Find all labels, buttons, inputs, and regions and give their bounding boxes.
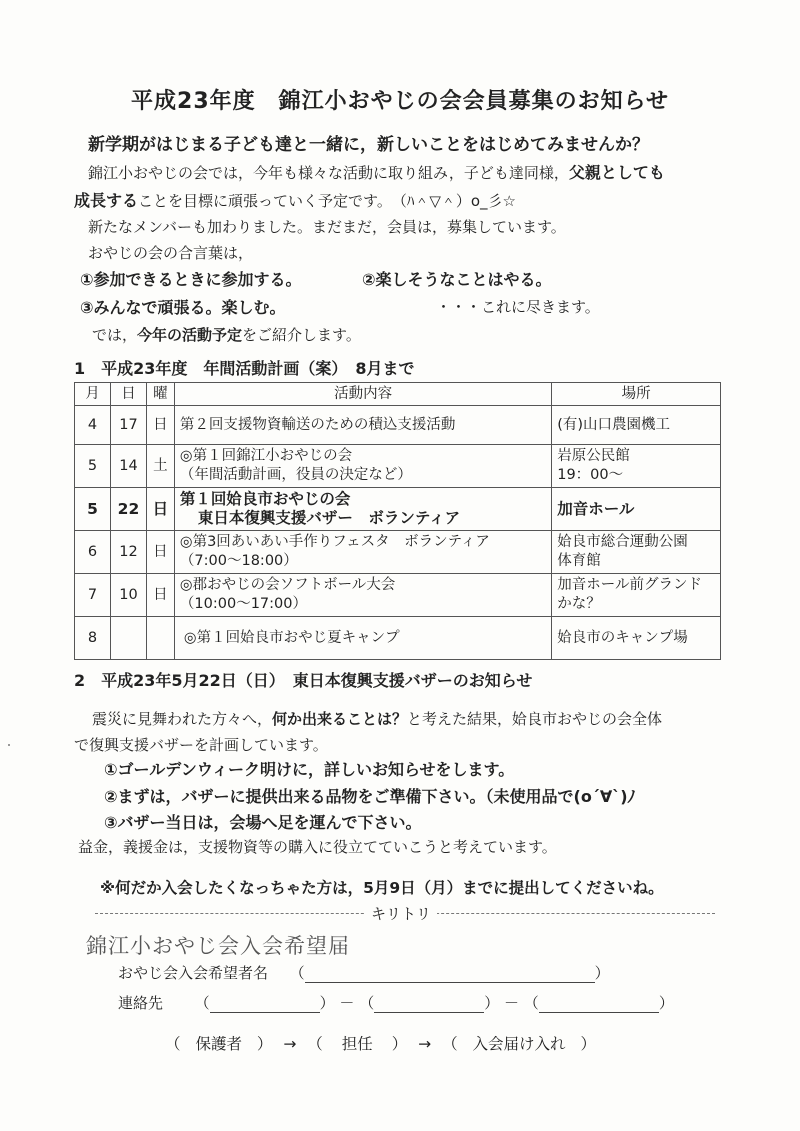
intro-line-1-text: 錦江小おやじの会では，今年も様々な活動に取り組み，子ども達同様， (88, 164, 569, 182)
intro-line-2 (74, 188, 516, 211)
cell-month: 6 (75, 531, 111, 574)
paren-open: （ (307, 1035, 323, 1053)
cell-day: 17 (110, 406, 146, 445)
cell-place (552, 445, 721, 488)
table-row (75, 531, 721, 574)
phone-part-3-field[interactable] (539, 996, 659, 1013)
cell-activity (174, 617, 551, 660)
activity-subtext: （年間活動計画，役員の決定など） (179, 467, 412, 483)
scan-speck (8, 744, 10, 746)
place-text: 岩原公民館 (557, 448, 630, 464)
arrow-right-icon: → (418, 1035, 432, 1053)
cell-month: 5 (75, 445, 111, 488)
cell-month: 5 (75, 488, 111, 531)
table-row (75, 617, 721, 660)
intro-line-1 (88, 160, 665, 183)
cell-day: 10 (110, 574, 146, 617)
place-text: 加音ホール (557, 499, 635, 518)
arrow-right-icon: → (283, 1035, 297, 1053)
activity-text: 第２回支援物資輸送のための積込支援活動 (179, 416, 456, 433)
bazaar-item-2: ②まずは，バザーに提供出来る品物をご準備下さい。（未使用品で(o´∀`)ﾉ (104, 787, 636, 806)
place-subtext: 19：00～ (557, 467, 624, 483)
cell-place (552, 488, 721, 531)
bazaar-paragraph-2: で復興支援バザーを計画しています。 (74, 736, 328, 754)
intro-line-4: おやじの会の合言葉は， (88, 244, 254, 262)
intro-line-1-bold: 父親としても (568, 163, 665, 182)
paren-close: ） (391, 1035, 408, 1053)
deadline-note: ※何だか入会したくなっちゃた方は，5月9日（月）までに提出してくださいね。 (100, 879, 664, 897)
paren-close: ） (594, 964, 610, 982)
table-row (75, 445, 721, 488)
intro-line-5-pre: では， (92, 326, 138, 344)
cell-activity (174, 531, 551, 574)
paren-close: ） (319, 994, 335, 1012)
activity-text: 第１回姶良市おやじの会 (179, 490, 351, 508)
place-text: 姶良市のキャンプ場 (557, 629, 688, 646)
activity-plan-table (74, 382, 721, 660)
lead-question: 新学期がはじまる子ども達と一緒に，新しいことをはじめてみませんか？ (88, 135, 649, 155)
activity-subtext: 東日本復興支援バザー ボランティア (197, 509, 461, 527)
paren-close: ） (580, 1035, 597, 1053)
col-place: 場所 (552, 383, 721, 406)
place-subtext: 体育館 (557, 553, 601, 569)
col-activity: 活動内容 (174, 383, 551, 406)
cell-place (552, 617, 721, 660)
phone-part-1-field[interactable] (210, 996, 320, 1013)
cell-day: 14 (110, 445, 146, 488)
paren-close: ） (658, 994, 674, 1012)
cell-day: 22 (110, 488, 146, 531)
cell-activity (174, 445, 551, 488)
dash: － (504, 994, 520, 1012)
place-text: 姶良市総合運動公園 (557, 534, 688, 550)
motto-3: ③みんなで頑張る。楽しむ。 (80, 298, 286, 317)
cell-weekday: 土 (146, 445, 174, 488)
applicant-name-label: おやじ会入会希望者名 (118, 964, 269, 982)
paren-open: （ (523, 994, 539, 1012)
cell-month: 8 (75, 617, 111, 660)
paren-open: （ (194, 994, 210, 1012)
cell-activity (174, 406, 551, 445)
col-day: 日 (110, 383, 146, 406)
activity-text: ◎郡おやじの会ソフトボール大会 (179, 577, 396, 593)
activity-text: ◎第１回姶良市おやじ夏キャンプ (183, 629, 400, 646)
cell-activity (174, 574, 551, 617)
cell-weekday (146, 617, 174, 660)
motto-1: ①参加できるときに参加する。 (80, 270, 302, 289)
paren-open: （ (165, 1035, 181, 1053)
application-form-title: 錦江小おやじ会入会希望届 (86, 934, 350, 958)
cell-place (552, 531, 721, 574)
applicant-name-field[interactable] (305, 966, 595, 983)
bazaar-paragraph-1 (92, 708, 662, 729)
page-title: 平成23年度 錦江小おやじの会会員募集のお知らせ (131, 89, 669, 114)
col-weekday: 曜 (146, 383, 174, 406)
cell-weekday: 日 (146, 574, 174, 617)
bazaar-paragraph-3: 益金，義援金は，支援物資等の購入に役立てていこうと考えています。 (78, 838, 557, 856)
bazaar-item-3: ③バザー当日は，会場へ足を運んで下さい。 (104, 813, 422, 832)
bazaar-p1-pre: 震災に見舞われた方々へ， (92, 710, 273, 728)
paren-open: （ (289, 964, 305, 982)
table-header-row (75, 383, 721, 406)
cell-place (552, 574, 721, 617)
paren-open: （ (359, 994, 375, 1012)
cell-weekday: 日 (146, 406, 174, 445)
intro-line-5-bold: 今年の活動予定 (137, 326, 243, 344)
col-month: 月 (75, 383, 111, 406)
bazaar-p1-bold: 何か出来ることは？ (272, 710, 408, 728)
activity-text: ◎第１回錦江小おやじの会 (179, 448, 353, 464)
motto-2: ②楽しそうなことはやる。 (362, 270, 552, 289)
place-text: 加音ホール前グランド (557, 577, 702, 593)
cell-activity (174, 488, 551, 531)
section1-heading: 1 平成23年度 年間活動計画（案） 8月まで (74, 359, 415, 378)
flow-guardian: 保護者 (195, 1035, 242, 1053)
cell-weekday: 日 (146, 488, 174, 531)
intro-line-2-bold: 成長する (74, 191, 139, 210)
paren-close: ） (484, 994, 500, 1012)
activity-subtext: （10:00～17:00） (179, 596, 307, 612)
bazaar-p1-post: と考えた結果，姶良市おやじの会全体 (407, 710, 663, 728)
bazaar-item-1: ①ゴールデンウィーク明けに，詳しいお知らせをします。 (104, 760, 515, 779)
flow-box: 入会届け入れ (472, 1035, 566, 1053)
routing-flow (165, 1032, 596, 1054)
intro-line-5 (92, 324, 361, 345)
activity-subtext: （7:00～18:00） (179, 553, 298, 569)
table-row (75, 574, 721, 617)
cell-place (552, 406, 721, 445)
cell-weekday: 日 (146, 531, 174, 574)
motto-tail: ・・・これに尽きます。 (436, 298, 600, 316)
intro-line-5-post: をご紹介します。 (242, 326, 361, 344)
paren-close: ） (256, 1035, 273, 1053)
cell-day (110, 617, 146, 660)
cut-label: キリトリ (365, 903, 437, 924)
cell-month: 7 (75, 574, 111, 617)
dash: － (339, 994, 355, 1012)
place-text: (有)山口農園機工 (557, 416, 671, 433)
contact-row (118, 992, 674, 1013)
cell-day: 12 (110, 531, 146, 574)
intro-line-3: 新たなメンバーも加わりました。まだまだ，会員は，募集しています。 (88, 218, 566, 236)
intro-line-2-text: ことを目標に頑張っていく予定です。 （ﾊ＾▽＾）o_彡☆ (138, 192, 516, 210)
table-row (75, 406, 721, 445)
applicant-name-row (118, 962, 610, 983)
phone-part-2-field[interactable] (374, 996, 484, 1013)
place-subtext: かな？ (557, 596, 601, 612)
table-row-highlight (75, 488, 721, 531)
cell-month: 4 (75, 406, 111, 445)
activity-text: ◎第3回あいあい手作りフェスタ ボランティア (179, 534, 490, 550)
paren-open: （ (442, 1035, 458, 1053)
contact-label: 連絡先 (118, 994, 164, 1012)
flow-teacher: 担任 (341, 1035, 373, 1053)
section2-heading: 2 平成23年5月22日（日） 東日本復興支援バザーのお知らせ (74, 671, 533, 690)
